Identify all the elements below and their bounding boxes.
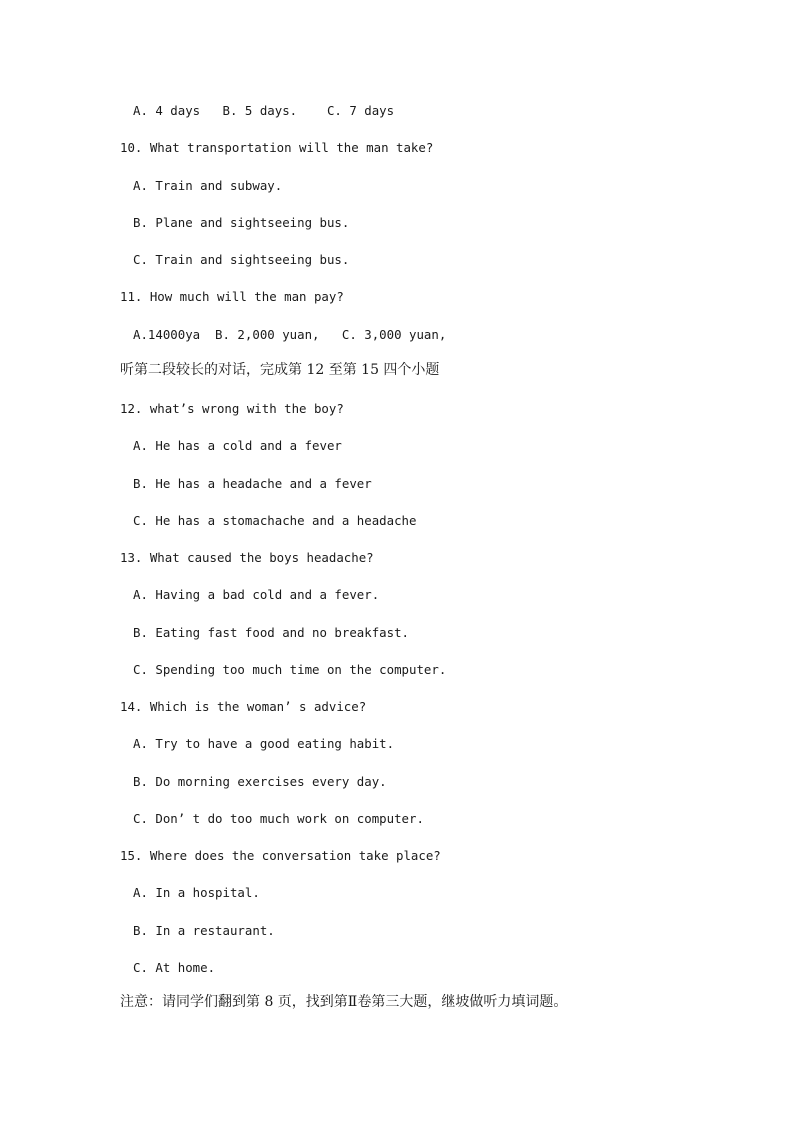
q10-option-b: B. Plane and sightseeing bus.	[133, 215, 350, 230]
q9-options: A. 4 days B. 5 days. C. 7 days	[133, 103, 395, 118]
q11-options: A.14000ya B. 2,000 yuan, C. 3,000 yuan,	[133, 327, 447, 342]
q14-option-c: C. Don’ t do too much work on computer.	[133, 811, 424, 826]
q12-option-b: B. He has a headache and a fever	[133, 476, 372, 491]
question-13: 13. What caused the boys headache?	[120, 550, 374, 565]
question-12: 12. what’s wrong with the boy?	[120, 401, 344, 416]
question-15: 15. Where does the conversation take place?	[120, 848, 441, 863]
q13-option-a: A. Having a bad cold and a fever.	[133, 587, 380, 602]
q10-option-c: C. Train and sightseeing bus.	[133, 252, 350, 267]
q15-option-a: A. In a hospital.	[133, 885, 260, 900]
q15-option-c: C. At home.	[133, 960, 216, 975]
q14-option-b: B. Do morning exercises every day.	[133, 774, 387, 789]
q15-option-b: B. In a restaurant.	[133, 923, 275, 938]
q12-option-c: C. He has a stomachache and a headache	[133, 513, 417, 528]
notice-text: 注意：请同学们翻到第 8 页，找到第Ⅱ卷第三大题，继坡做听力填词题。	[120, 994, 568, 1010]
section-instruction: 听第二段较长的对话，完成第 12 至第 15 四个小题	[120, 362, 440, 378]
q13-option-b: B. Eating fast food and no breakfast.	[133, 625, 410, 640]
q10-option-a: A. Train and subway.	[133, 178, 283, 193]
question-10: 10. What transportation will the man take?	[120, 140, 434, 155]
question-14: 14. Which is the woman’ s advice?	[120, 699, 367, 714]
q14-option-a: A. Try to have a good eating habit.	[133, 736, 395, 751]
q13-option-c: C. Spending too much time on the computer.	[133, 662, 447, 677]
q12-option-a: A. He has a cold and a fever	[133, 438, 342, 453]
question-11: 11. How much will the man pay?	[120, 289, 344, 304]
